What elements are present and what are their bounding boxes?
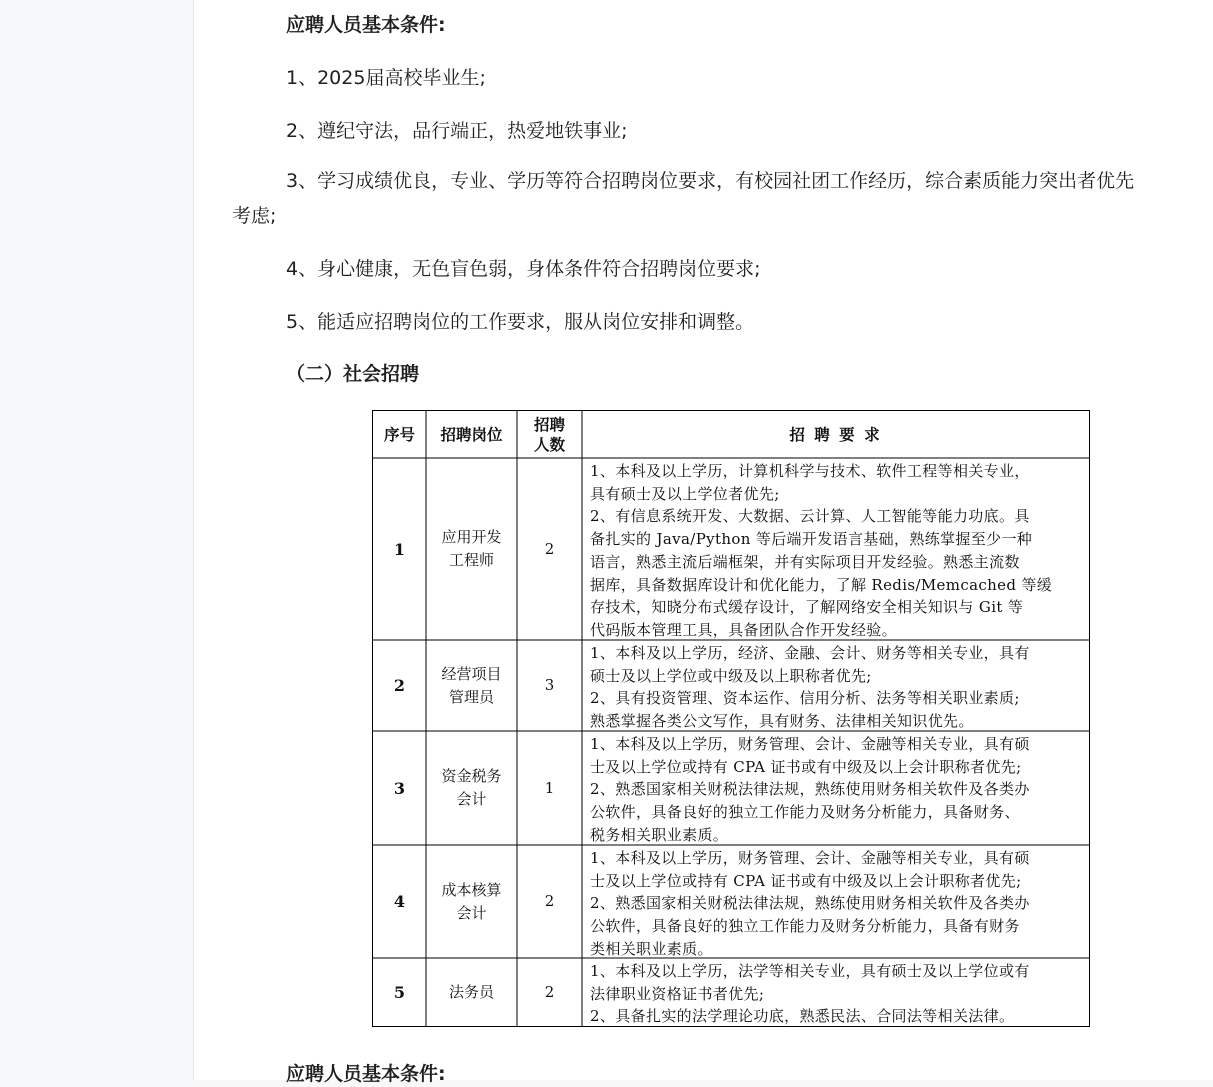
- header-count-line2: 人数: [533, 434, 565, 454]
- row-2-req-line: 2、具有投资管理、资本运作、信用分析、法务等相关职业素质;: [590, 689, 1020, 708]
- row-1-position-line1: 应用开发: [441, 528, 502, 546]
- row-3-no: 3: [393, 778, 406, 798]
- row-4-req-line: 1、本科及以上学历，财务管理、会计、金融等相关专业，具有硕: [590, 849, 1030, 867]
- row-4-requirements: [582, 845, 1089, 958]
- row-2-position-line2: 管理员: [448, 687, 494, 706]
- row-5-req-line: 2、具备扎实的法学理论功底，熟悉民法、合同法等相关法律。: [590, 1007, 1015, 1026]
- row-5-requirements: [582, 958, 1089, 1026]
- row-2-count: 3: [544, 676, 555, 694]
- row-5-count: 2: [544, 982, 555, 1001]
- row-4-position-line2: 会计: [456, 903, 487, 922]
- row-3-req-line: 1、本科及以上学历，财务管理、会计、金融等相关专业，具有硕: [590, 735, 1030, 753]
- row-3-req-line: 公软件，具备良好的独立工作能力及财务分析能力，具备财务、: [590, 803, 1020, 822]
- row-3-req-line: 税务相关职业素质。: [590, 825, 729, 844]
- row-4-no: 4: [393, 892, 406, 911]
- row-1-req-line: 代码版本管理工具，具备团队合作开发经验。: [590, 620, 898, 639]
- row-4-req-line: 2、熟悉国家相关财税法律法规，熟练使用财务相关软件及各类办: [590, 894, 1030, 913]
- row-4-req-line: 公软件，具备良好的独立工作能力及财务分析能力，具备有财务: [590, 917, 1020, 936]
- header-position: 招聘岗位: [440, 425, 503, 444]
- row-2-req-line: 1、本科及以上学历，经济、金融、会计、财务等相关专业，具有: [590, 644, 1030, 662]
- row-4-req-line: 类相关职业素质。: [590, 939, 713, 958]
- row-2-req-line: 熟悉掌握各类公文写作，具有财务、法律相关知识优先。: [590, 712, 974, 731]
- row-1-req-line: 1、本科及以上学历，计算机科学与技术、软件工程等相关专业，: [590, 462, 1030, 480]
- row-1-req-line: 语言，熟悉主流后端框架，并有实际项目开发经验。熟悉主流数: [590, 552, 1020, 571]
- row-3-position-line1: 资金税务: [441, 767, 502, 785]
- row-2-no: 2: [393, 676, 406, 695]
- basic-conditions-heading: 应聘人员基本条件:: [286, 14, 446, 36]
- row-3-req-line: 士及以上学位或持有 CPA 证书或有中级及以上会计职称者优先;: [590, 757, 1022, 776]
- row-1-req-line: 具有硕士及以上学位者优先;: [590, 484, 780, 503]
- row-4-position: [426, 845, 517, 958]
- row-1-req-line: 2、有信息系统开发、大数据、云计算、人工智能等能力功底。具: [590, 507, 1030, 526]
- row-5-position: 法务员: [448, 982, 494, 1001]
- row-4-position-line1: 成本核算: [441, 880, 502, 899]
- row-2-requirements: [582, 640, 1089, 731]
- condition-item-4: 4、身心健康，无色盲色弱，身体条件符合招聘岗位要求;: [286, 258, 761, 280]
- row-2-position: [426, 640, 517, 731]
- row-1-req-line: 备扎实的 Java/Python 等后端开发语言基础，熟练掌握至少一种: [590, 530, 1033, 549]
- condition-item-3-cont: 考虑;: [232, 205, 277, 227]
- row-1-requirements: [582, 458, 1089, 640]
- condition-item-1: 1、2025届高校毕业生;: [286, 67, 486, 89]
- row-4-req-line: 士及以上学位或持有 CPA 证书或有中级及以上会计职称者优先;: [590, 871, 1022, 890]
- row-3-req-line: 2、熟悉国家相关财税法律法规，熟练使用财务相关软件及各类办: [590, 780, 1030, 799]
- header-no: 序号: [383, 425, 415, 444]
- condition-item-5: 5、能适应招聘岗位的工作要求，服从岗位安排和调整。: [286, 311, 755, 333]
- row-5-req-line: 1、本科及以上学历，法学等相关专业，具有硕士及以上学位或有: [590, 962, 1030, 980]
- header-count-line1: 招聘: [533, 414, 565, 434]
- row-1-req-line: 存技术，知晓分布式缓存设计，了解网络安全相关知识与 Git 等: [590, 598, 1024, 617]
- row-5-no: 5: [393, 982, 406, 1002]
- row-3-count: 1: [544, 778, 555, 797]
- header-count: [517, 411, 582, 458]
- basic-conditions-heading-2: 应聘人员基本条件:: [286, 1063, 446, 1085]
- row-3-position: [426, 731, 517, 845]
- recruitment-table: [372, 410, 1090, 1027]
- row-2-position-line1: 经营项目: [441, 664, 502, 683]
- row-3-position-line2: 会计: [456, 790, 487, 808]
- header-requirements: 招 聘 要 求: [789, 425, 882, 444]
- row-1-req-line: 据库，具备数据库设计和优化能力，了解 Redis/Memcached 等缓: [590, 575, 1053, 594]
- row-4-count: 2: [544, 892, 555, 910]
- row-5-req-line: 法律职业资格证书者优先;: [590, 984, 765, 1003]
- row-1-position: [426, 458, 517, 640]
- condition-item-3: 3、学习成绩优良，专业、学历等符合招聘岗位要求，有校园社团工作经历，综合素质能力突出者优先: [286, 170, 1135, 192]
- condition-item-2: 2、遵纪守法，品行端正，热爱地铁事业;: [286, 120, 628, 142]
- row-3-requirements: [582, 731, 1089, 845]
- social-recruitment-heading: （二）社会招聘: [286, 363, 420, 385]
- document-page: [193, 0, 1213, 1085]
- row-1-no: 1: [393, 539, 406, 559]
- row-1-count: 2: [544, 539, 555, 558]
- row-1-position-line2: 工程师: [448, 551, 494, 569]
- row-2-req-line: 硕士及以上学位或中级及以上职称者优先;: [590, 666, 872, 685]
